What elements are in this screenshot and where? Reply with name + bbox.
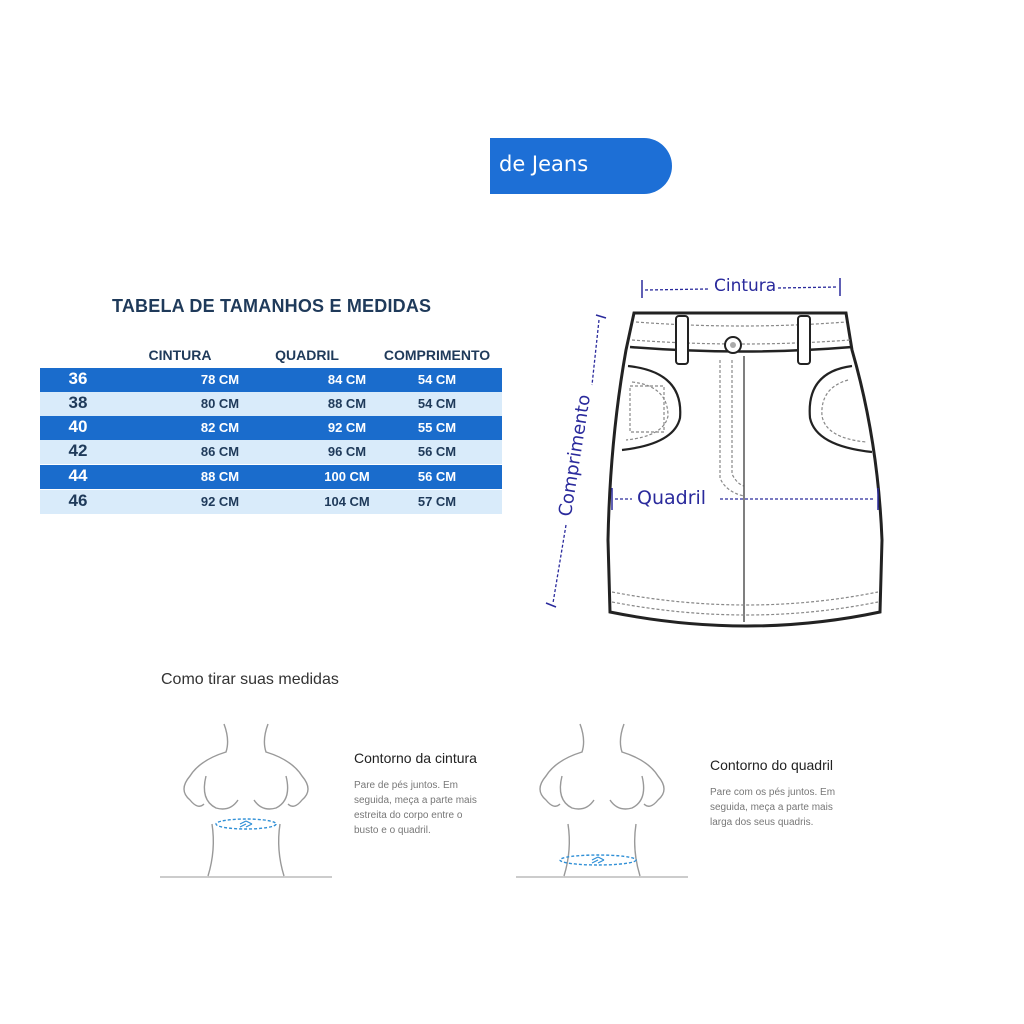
waist-desc-line: busto e o quadril. [354,825,431,836]
table-row [40,440,502,464]
comprimento-cell: 55 CM [417,420,457,435]
cintura-cell: 88 CM [200,469,240,484]
waist-desc-line: estreita do corpo entre o [354,810,463,821]
hip-figure-right-shoulder [620,724,664,806]
column-header-comprimento: COMPRIMENTO [383,347,491,363]
hip-desc-line: larga dos seus quadris. [710,817,814,828]
howto-title: Como tirar suas medidas [161,671,339,688]
waist-figure-left-bust [204,776,238,809]
comprimento-cell: 54 CM [417,396,457,411]
table-row [40,465,502,489]
size-cell: 40 [68,417,88,436]
quadril-cell: 96 CM [327,444,367,459]
comprimento-tick-top [596,315,606,318]
comprimento-tick-bottom [546,603,556,607]
waist-arrow-icon [240,821,252,827]
skirt-illustration [540,268,900,648]
hip-figure-left-hip [564,824,569,876]
column-header-quadril: QUADRIL [275,347,339,363]
waist-measure-title: Contorno da cintura [354,750,477,766]
hip-figure-left-bust [560,776,594,809]
size-table-title: TABELA DE TAMANHOS E MEDIDAS [112,296,432,316]
cintura-cell: 80 CM [200,396,240,411]
waist-desc-line: seguida, meça a parte mais [354,795,477,806]
waist-figure-right-hip [279,824,284,876]
quadril-cell: 104 CM [324,494,370,509]
belt-loop-right [798,316,810,364]
quadril-cell: 84 CM [327,372,367,387]
table-row [40,368,502,392]
waist-figure-left-hip [208,824,213,876]
table-row [40,416,502,440]
comprimento-dash-top [592,320,599,385]
waist-figure-left-shoulder [184,724,228,806]
hip-arrow-icon [592,857,604,863]
belt-loop-left [676,316,688,364]
hip-figure-right-hip [635,824,640,876]
skirt-outline [608,313,882,626]
category-pill [490,138,672,194]
waist-figure [160,720,332,880]
hip-figure-right-bust [610,776,644,809]
waist-measure-desc [354,778,477,838]
cintura-cell: 92 CM [200,494,240,509]
quadril-cell: 88 CM [327,396,367,411]
hip-figure-left-shoulder [540,724,584,806]
cintura-dash-right [778,287,838,288]
quadril-label: Quadril [637,487,707,509]
hip-desc-line: seguida, meça a parte mais [710,802,833,813]
size-cell: 42 [68,441,88,460]
comprimento-cell: 57 CM [417,494,457,509]
comprimento-cell: 56 CM [417,444,457,459]
table-row [40,392,502,416]
hip-desc-line: Pare com os pés juntos. Em [710,787,836,798]
comprimento-dash-bottom [553,525,566,603]
comprimento-label: Comprimento [555,393,595,518]
size-cell: 36 [68,369,88,388]
cintura-cell: 86 CM [200,444,240,459]
waist-figure-right-shoulder [264,724,308,806]
column-header-cintura: CINTURA [148,347,212,363]
cintura-label: Cintura [714,276,777,296]
hip-measure-desc [710,785,835,830]
size-cell: 46 [68,491,88,510]
comprimento-cell: 54 CM [417,372,457,387]
table-row [40,490,502,514]
cintura-dash-left [645,289,708,290]
cintura-cell: 78 CM [200,372,240,387]
size-cell: 38 [68,393,88,412]
cintura-cell: 82 CM [200,420,240,435]
quadril-cell: 100 CM [324,469,370,484]
category-pill-label: de Jeans [499,152,589,176]
quadril-cell: 92 CM [327,420,367,435]
hip-measure-title: Contorno do quadril [710,757,833,773]
button-center [730,342,736,348]
comprimento-cell: 56 CM [417,469,457,484]
size-cell: 44 [68,466,88,485]
waist-desc-line: Pare de pés juntos. Em [354,780,458,791]
hip-figure [516,720,688,880]
waist-figure-right-bust [254,776,288,809]
